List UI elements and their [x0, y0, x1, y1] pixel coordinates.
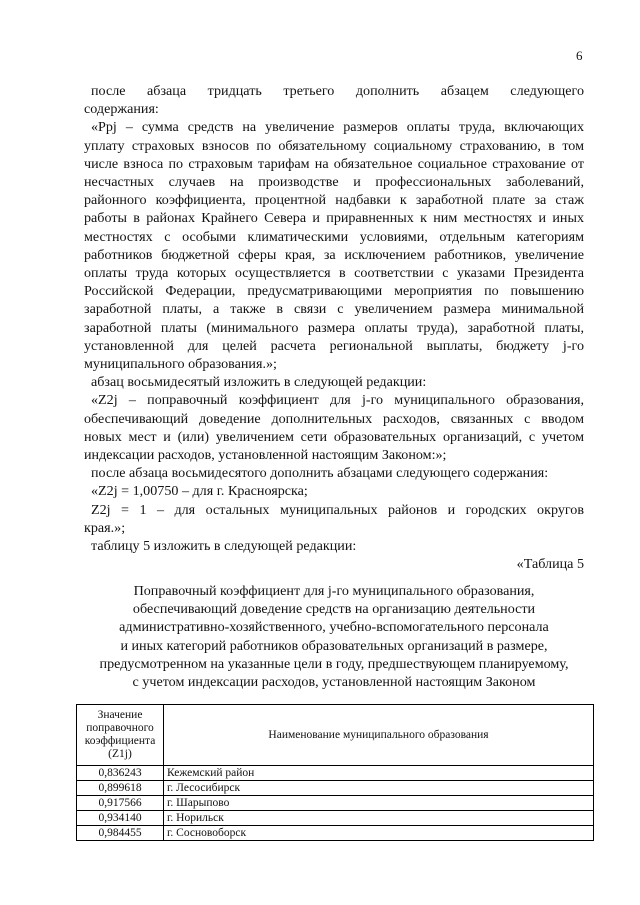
header-line: (Z1j) [108, 748, 132, 760]
caption-line: предусмотренном на указанные цели в году, предшествующем планируемому, [99, 655, 569, 672]
paragraph-line: установленной для целей расчета региональной выплаты, бюджету j-го [84, 337, 584, 354]
paragraph-line: Z2j = 1 – для остальных муниципальных районов и городских округов [91, 501, 584, 518]
table-row [77, 781, 594, 796]
paragraph-line: муниципального образования.»; [84, 356, 277, 373]
municipality-name: г. Норильск [164, 811, 594, 826]
table-row [77, 796, 594, 811]
paragraph-line: работы в районах Крайнего Севера и приравненных к ним местностях и иных [84, 210, 584, 227]
caption-line: и иных категорий работников образовательных организаций в размере, [120, 637, 548, 654]
paragraph-line: заработной платы (минимального размера оплаты труда), заработной платы, [84, 319, 584, 336]
paragraph-line: оплаты труда которых осуществляется в соответствии с указами Президента [84, 265, 584, 282]
header-municipality-name: Наименование муниципального образования [164, 705, 594, 766]
paragraph-line: районного коэффициента, процентной надбавки к заработной плате за стаж [84, 192, 584, 209]
coefficient-value: 0,836243 [77, 766, 164, 781]
paragraph-line: «Z2j = 1,00750 – для г. Красноярска; [91, 483, 308, 500]
header-line: поправочного [86, 722, 154, 734]
paragraph-line: обеспечивающий доведение дополнительных расходов, связанных с вводом [84, 410, 584, 427]
paragraph-line: местностях с особыми климатическими условиями, отдельным категориям [84, 228, 584, 245]
paragraph-line: работников бюджетной сферы края, за исключением работников, увеличение [84, 246, 584, 263]
paragraph-line: «Z2j – поправочный коэффициент для j-го муниципального образования, [91, 392, 584, 409]
header-coefficient-value [77, 705, 164, 766]
table-row [77, 811, 594, 826]
page-number: 6 [576, 48, 583, 63]
paragraph-line: числе взноса по страховым тарифам на обязательное социальное страхование от [84, 155, 584, 172]
coefficient-value: 0,984455 [77, 826, 164, 841]
paragraph-line: несчастных случаев на производстве и профессиональных заболеваний, [84, 174, 584, 191]
paragraph-line: содержания: [84, 101, 159, 118]
paragraph-line: после абзаца восьмидесятого дополнить абзацами следующего содержания: [91, 465, 549, 482]
coefficient-value: 0,899618 [77, 781, 164, 796]
paragraph-line: Российской Федерации, предусматривающими мероприятия по повышению [84, 283, 584, 300]
paragraph-line: «Ppj – сумма средств на увеличение размеров оплаты труда, включающих [91, 119, 584, 136]
municipality-name: г. Шарыпово [164, 796, 594, 811]
paragraph-line: уплату страховых взносов по обязательному социальному страхованию, в том [84, 137, 584, 154]
table-header-row [77, 705, 594, 766]
paragraph-line: заработной платы, а также в связи с увеличением размера минимальной [84, 301, 584, 318]
paragraph-line: таблицу 5 изложить в следующей редакции: [91, 538, 357, 555]
caption-line: обеспечивающий доведение средств на организацию деятельности [132, 601, 536, 618]
paragraph-line: абзац восьмидесятый изложить в следующей редакции: [91, 374, 427, 391]
table-row [77, 826, 594, 841]
caption-line: с учетом индексации расходов, установленной настоящим Законом [132, 674, 536, 691]
municipality-name: г. Сосновоборск [164, 826, 594, 841]
caption-line: Поправочный коэффициент для j-го муниципального образования, [133, 583, 535, 599]
table-caption [84, 582, 584, 691]
paragraph-line: края.»; [84, 519, 126, 536]
paragraph-line: после абзаца тридцать третьего дополнить абзацем следующего [91, 83, 584, 99]
table-row [77, 766, 594, 781]
municipality-name: г. Лесосибирск [164, 781, 594, 796]
caption-line: административно-хозяйственного, учебно-вспомогательного персонала [119, 619, 549, 636]
municipality-name: Кежемский район [164, 766, 594, 781]
paragraph-line: новых мест и (или) увеличением сети образовательных организаций, с учетом [84, 428, 584, 445]
coefficient-value: 0,934140 [77, 811, 164, 826]
coefficient-value: 0,917566 [77, 796, 164, 811]
header-line: коэффициента [84, 735, 156, 747]
table-label: «Таблица 5 [516, 556, 584, 573]
coefficient-table [76, 704, 594, 841]
document-body [84, 82, 584, 573]
header-line: Значение [97, 709, 143, 721]
paragraph-line: индексации расходов, установленной настоящим Законом:»; [84, 447, 447, 464]
